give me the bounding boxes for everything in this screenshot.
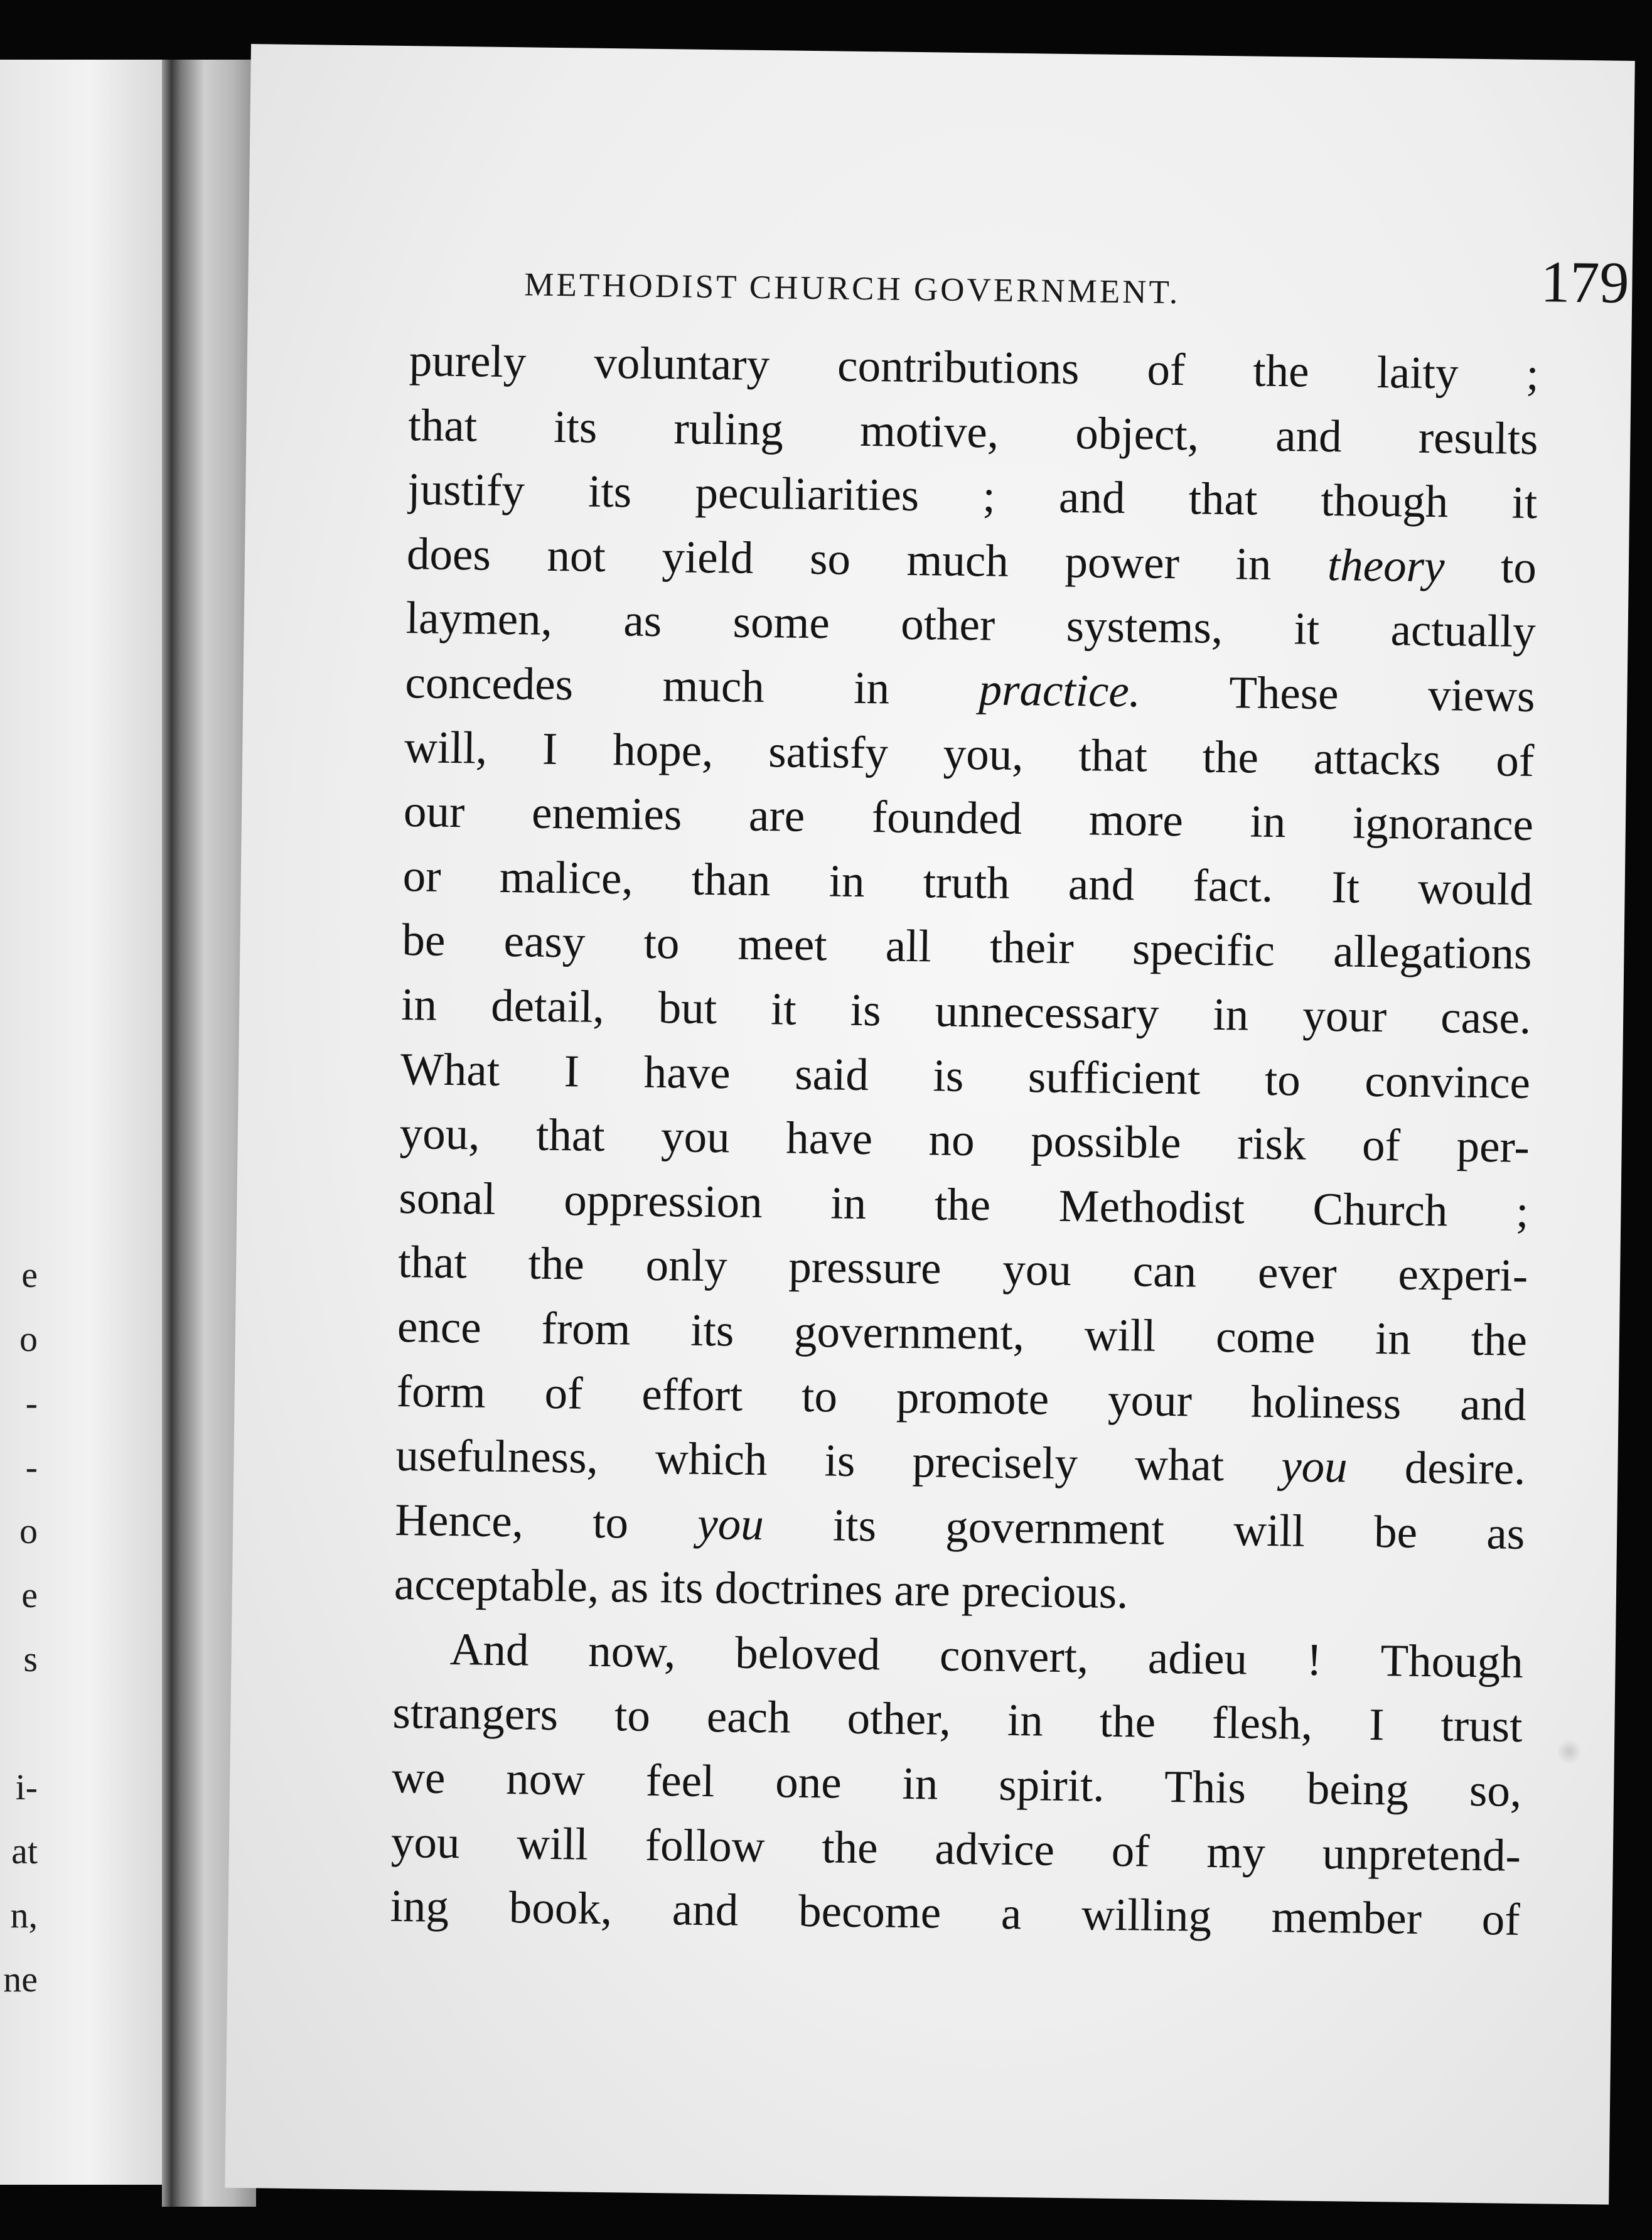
text-line: in detail, but it is unnecessary in your case.	[400, 978, 1531, 1043]
italic-word: you	[1280, 1440, 1348, 1492]
text-run: usefulness, which is precisely what	[395, 1430, 1282, 1492]
text-line: that the only pressure you can ever experi-	[397, 1236, 1528, 1301]
italic-word: theory	[1327, 539, 1446, 592]
paper-speck	[1557, 1739, 1582, 1764]
text-line: What I have said is sufficient to convince	[400, 1043, 1531, 1108]
left-fragment: -	[25, 1382, 38, 1423]
text-line: you will follow the advice of my unpretend-	[390, 1816, 1521, 1881]
text-run: Hence, to	[394, 1494, 698, 1549]
left-fragment: i-	[15, 1767, 38, 1807]
text-line: our enemies are founded more in ignorance	[403, 785, 1534, 851]
text-run: desire.	[1347, 1441, 1526, 1495]
text-line: strangers to each other, in the flesh, I trust	[392, 1687, 1523, 1752]
text-line: acceptable, as its doctrines are precious.	[394, 1558, 1129, 1618]
text-run: to	[1444, 541, 1537, 593]
text-line: will, I hope, satisfy you, that the attacks of	[404, 721, 1535, 786]
page-header	[524, 235, 1643, 337]
text-run: its government will be as	[763, 1498, 1525, 1559]
text-line: ing book, and become a willing member of	[390, 1880, 1521, 1946]
left-fragment: -	[25, 1446, 38, 1487]
text-run: concedes much in	[405, 657, 980, 715]
left-facing-page	[0, 60, 162, 2185]
left-fragment: o	[19, 1318, 38, 1359]
left-fragment: n,	[10, 1895, 38, 1936]
text-line: laymen, as some other systems, it actually	[405, 592, 1537, 657]
left-fragment: at	[11, 1831, 38, 1871]
text-line: that its ruling motive, object, and results	[408, 399, 1538, 464]
left-page-text-fragments	[0, 1243, 38, 2011]
left-fragment: e	[21, 1254, 38, 1295]
text-run: These views	[1140, 665, 1535, 722]
left-fragment: s	[23, 1639, 38, 1679]
text-line: justify its peculiarities ; and that though it	[407, 463, 1538, 529]
running-head: METHODIST CHURCH GOVERNMENT.	[523, 266, 1181, 311]
left-fragment: ne	[3, 1959, 38, 2000]
page-number: 179	[1540, 249, 1630, 316]
text-line: ence from its government, will come in the	[397, 1300, 1528, 1365]
text-line: purely voluntary contributions of the laity ;	[409, 335, 1540, 400]
text-line: be easy to meet all their specific allegations	[402, 914, 1532, 979]
text-line: sonal oppression in the Methodist Church ;	[399, 1171, 1529, 1237]
right-page	[225, 44, 1635, 2205]
italic-word: you	[697, 1497, 764, 1549]
text-line: you, that you have no possible risk of per-	[399, 1107, 1530, 1173]
text-line: And now, beloved convert, adieu ! Though	[449, 1623, 1524, 1688]
left-fragment	[0, 1691, 38, 1755]
left-fragment: e	[21, 1575, 38, 1615]
text-line: form of effort to promote your holiness and	[396, 1365, 1527, 1430]
italic-word: practice.	[979, 664, 1141, 717]
left-fragment: o	[19, 1510, 38, 1551]
text-run: does not yield so much power in	[406, 527, 1328, 590]
text-line: or malice, than in truth and fact. It would	[402, 849, 1533, 915]
body-text	[390, 328, 1539, 1952]
text-line: we now feel one in spirit. This being so,	[391, 1752, 1522, 1816]
